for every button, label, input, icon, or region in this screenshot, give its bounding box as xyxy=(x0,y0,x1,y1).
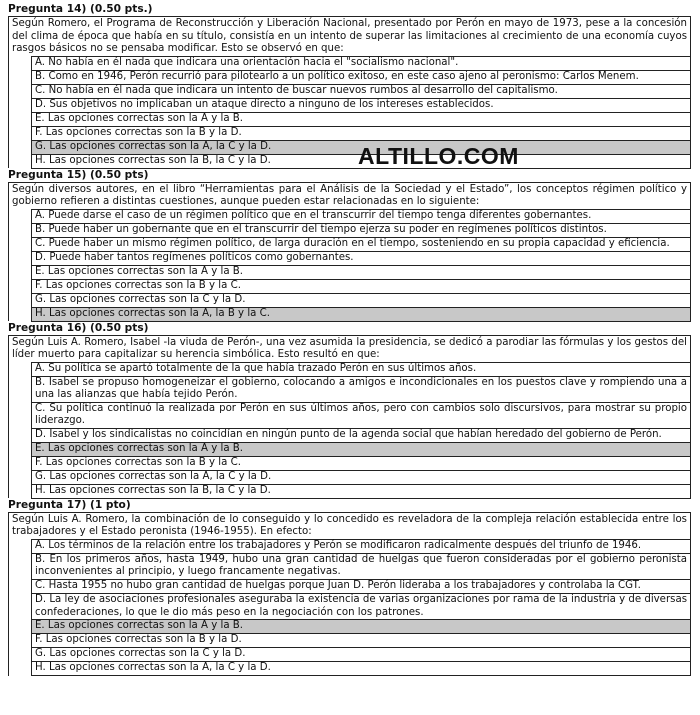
question-title: Pregunta 15) (0.50 pts) xyxy=(8,168,149,181)
option-e-highlighted: E. Las opciones correctas son la A y la B. xyxy=(32,620,691,634)
question-14 xyxy=(8,3,691,169)
question-stem: Según diversos autores, en el libro “Herramientas para el Análisis de la Sociedad y el Estado”, los conceptos régimen político y gobierno refieren a distintas cuestiones, aunque pueden estar relacionadas en lo siguiente: xyxy=(8,182,691,209)
option-h: H. Las opciones correctas son la A, la C y la D. xyxy=(32,662,691,676)
question-15 xyxy=(8,169,691,322)
question-17 xyxy=(8,499,691,676)
option-f: F. Las opciones correctas son la B y la C. xyxy=(32,279,691,293)
watermark-logo: ALTILLO.COM xyxy=(358,143,519,169)
option-c: C. No había en él nada que indicara un intento de buscar nuevos rumbos al desarrollo del capitalismo. xyxy=(32,84,691,98)
option-c: C. Puede haber un mismo régimen político, de larga duración en el tiempo, sosteniendo en su propia capacidad y eficiencia. xyxy=(32,237,691,251)
option-e: E. Las opciones correctas son la A y la B. xyxy=(32,265,691,279)
option-h: H. Las opciones correctas son la B, la C y la D. xyxy=(32,154,691,168)
option-b: B. Como en 1946, Perón recurrió para pilotearlo a un político exitoso, en este caso ajeno al peronismo: Carlos Menem. xyxy=(32,70,691,84)
option-g: G. Las opciones correctas son la A, la C y la D. xyxy=(32,470,691,484)
option-a: A. Su política se apartó totalmente de la que había trazado Perón en sus últimos años. xyxy=(32,362,691,376)
question-title: Pregunta 14) (0.50 pts.) xyxy=(8,3,153,15)
question-title: Pregunta 16) (0.50 pts) xyxy=(8,321,149,334)
option-d: D. Puede haber tantos regímenes políticos como gobernantes. xyxy=(32,251,691,265)
question-title: Pregunta 17) (1 pto) xyxy=(8,498,131,511)
option-b: B. Isabel se propuso homogeneizar el gobierno, colocando a amigos e incondicionales en los puestos clave y rompiendo una a una las alianzas que había tejido Perón. xyxy=(32,376,691,402)
option-h: H. Las opciones correctas son la B, la C y la D. xyxy=(32,484,691,498)
option-g: G. Las opciones correctas son la C y la D. xyxy=(32,293,691,307)
options-table xyxy=(8,56,691,169)
option-a: A. No había en él nada que indicara una orientación hacia el "socialismo nacional". xyxy=(32,56,691,70)
option-f: F. Las opciones correctas son la B y la D. xyxy=(32,634,691,648)
option-a: A. Puede darse el caso de un régimen político que en el transcurrir del tiempo tenga diferentes gobernantes. xyxy=(32,209,691,223)
options-table xyxy=(8,539,691,676)
option-b: B. En los primeros años, hasta 1949, hubo una gran cantidad de huelgas que fueron consideradas por el gobierno peronista inconvenientes al principio, y luego francamente negativas. xyxy=(32,553,691,579)
option-d: D. Isabel y los sindicalistas no coincidían en ningún punto de la agenda social que habían heredado del gobierno de Perón. xyxy=(32,428,691,442)
option-f: F. Las opciones correctas son la B y la D. xyxy=(32,126,691,140)
option-f: F. Las opciones correctas son la B y la C. xyxy=(32,456,691,470)
options-table xyxy=(8,209,691,322)
option-c: C. Su política continuó la realizada por Perón en sus últimos años, pero con cambios solo discursivos, para mostrar su propio liderazgo. xyxy=(32,402,691,428)
option-b: B. Puede haber un gobernante que en el transcurrir del tiempo ejerza su poder en regímenes políticos distintos. xyxy=(32,223,691,237)
option-h-highlighted: H. Las opciones correctas son la A, la B y la C. xyxy=(32,307,691,321)
options-table xyxy=(8,362,691,499)
question-16 xyxy=(8,322,691,499)
option-g-highlighted: G. Las opciones correctas son la A, la C y la D. xyxy=(32,140,691,154)
question-stem: Según Luis A. Romero, Isabel -la viuda de Perón-, una vez asumida la presidencia, se dedicó a parodiar las fórmulas y los gestos del líder muerto para capitalizar su herencia simbólica. Esto resultó en que: xyxy=(8,335,691,362)
option-g: G. Las opciones correctas son la C y la D. xyxy=(32,648,691,662)
question-stem: Según Luis A. Romero, la combinación de lo conseguido y lo concedido es reveladora de la compleja relación establecida entre los trabajadores y el Estado peronista (1946-1955). En efecto: xyxy=(8,512,691,539)
exam-page xyxy=(8,3,691,676)
option-e: E. Las opciones correctas son la A y la B. xyxy=(32,112,691,126)
option-c: C. Hasta 1955 no hubo gran cantidad de huelgas porque Juan D. Perón lideraba a los trabajadores y controlaba la CGT. xyxy=(32,580,691,594)
question-stem: Según Romero, el Programa de Reconstrucción y Liberación Nacional, presentado por Perón en mayo de 1973, pese a la concesión del clima de época que había en su título, consistía en un intento de superar las limitaciones al crecimiento de una economía cuyos rasgos básicos no se pensaba modificar. Esto se observó en que: xyxy=(8,16,691,56)
option-e-highlighted: E. Las opciones correctas son la A y la B. xyxy=(32,442,691,456)
option-a: A. Los términos de la relación entre los trabajadores y Perón se modificaron radicalmente después del triunfo de 1946. xyxy=(32,539,691,553)
option-d: D. La ley de asociaciones profesionales aseguraba la existencia de varias organizaciones por rama de la industria y de diversas confederaciones, lo que le dio más peso en la negociación con los patrones. xyxy=(32,594,691,620)
option-d: D. Sus objetivos no implicaban un ataque directo a ninguno de los intereses establecidos. xyxy=(32,98,691,112)
